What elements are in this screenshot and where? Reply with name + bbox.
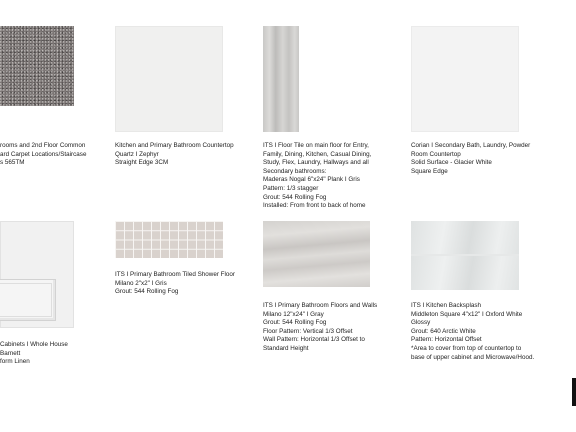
subway-tile-row (411, 256, 519, 290)
caption-line: ITS I Floor Tile on main floor for Entry, (263, 142, 369, 149)
page-edge-mark (572, 378, 576, 406)
caption-line: Study, Flex, Laundry, Hallways and all (263, 159, 369, 167)
cabinet-panel-inset (0, 283, 52, 317)
caption-line: Grout: 640 Arctic White (411, 327, 476, 335)
backsplash-caption (411, 302, 534, 362)
caption-line: base of upper cabinet and Microwave/Hood. (411, 353, 535, 361)
caption-line: Glossy (411, 319, 431, 327)
shower-mosaic-swatch (115, 221, 223, 258)
cabinets-caption (0, 341, 68, 367)
caption-line: Grout: 544 Rolling Fog (263, 319, 327, 327)
caption-line: Maderas Nogal 6"x24" Plank I Gris (263, 176, 360, 184)
caption-line: Installed: From front to back of home (263, 202, 366, 210)
carpet-swatch (0, 26, 74, 106)
caption-line: Grout: 544 Rolling Fog (115, 288, 179, 296)
shower-floor-caption (115, 271, 235, 297)
primary-floor-caption (263, 302, 377, 354)
caption-line: s 565TM (0, 159, 25, 167)
backsplash-swatch (411, 221, 519, 290)
caption-line: Cabinets I Whole House (0, 341, 68, 348)
caption-line: Kitchen and Primary Bathroom Countertop (115, 142, 234, 149)
caption-line: ITS I Kitchen Backsplash (411, 302, 481, 309)
caption-line: Middleton Square 4"x12" I Oxford White (411, 310, 523, 318)
caption-line: ard Carpet Locations/Staircase (0, 150, 87, 158)
caption-line: *Area to cover from top of countertop to (411, 344, 522, 352)
caption-line: Standard Height (263, 344, 309, 352)
subway-tile-row (411, 221, 519, 254)
primary-floor-tile-swatch (263, 221, 370, 287)
quartz-swatch (115, 26, 223, 132)
corian-caption (411, 142, 530, 176)
caption-line: Wall Pattern: Horizontal 1/3 Offset to (263, 336, 365, 344)
caption-line: Room Countertop (411, 150, 461, 158)
caption-line: rooms and 2nd Floor Common (0, 142, 86, 149)
caption-line: Solid Surface - Glacier White (411, 159, 492, 167)
caption-line: Pattern: Horizontal Offset (411, 336, 482, 344)
floor-tile-caption (263, 142, 371, 211)
caption-line: Straight Edge 3CM (115, 159, 169, 167)
caption-line: ITS I Primary Bathroom Floors and Walls (263, 302, 378, 309)
caption-line: Secondary bathrooms: (263, 167, 327, 175)
caption-line: form Linen (0, 358, 30, 366)
caption-line: Family, Dining, Kitchen, Casual Dining, (263, 150, 372, 158)
floor-tile-plank-swatch (263, 26, 299, 132)
quartz-caption (115, 142, 234, 168)
caption-line: ITS I Primary Bathroom Tiled Shower Floor (115, 271, 236, 278)
caption-line: Floor Pattern: Vertical 1/3 Offset (263, 327, 353, 335)
caption-line: Milano 2"x2" I Gris (115, 279, 167, 287)
caption-line: Milano 12"x24" I Gray (263, 310, 324, 318)
carpet-caption (0, 142, 86, 168)
caption-line: Barnett (0, 349, 21, 357)
caption-line: Corian I Secondary Bath, Laundry, Powder (411, 142, 531, 149)
caption-line: Square Edge (411, 167, 448, 175)
corian-swatch (411, 26, 519, 132)
caption-line: Grout: 544 Rolling Fog (263, 193, 327, 201)
cabinet-door-swatch (0, 221, 74, 328)
caption-line: Pattern: 1/3 stagger (263, 184, 319, 192)
caption-line: Quartz I Zephyr (115, 150, 159, 158)
